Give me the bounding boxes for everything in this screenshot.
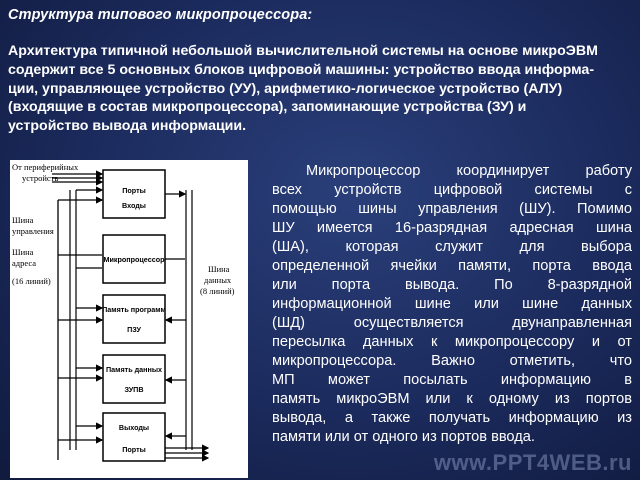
intro-text <box>8 42 632 136</box>
label-addr-3: (16 линий) <box>12 276 51 286</box>
block-cpu-label: Микропроцессор <box>103 255 165 264</box>
intro-line: Архитектура типичной небольшой вычислительной системы на основе микроЭВМ <box>8 43 598 59</box>
label-control-1: Шина <box>12 215 34 225</box>
block-ports-in-label-1: Порты <box>122 186 146 195</box>
block-ram-label-1: Память данных <box>106 365 162 374</box>
paragraph-line: ШУ имеется 16-разрядная адресная шина <box>272 220 632 236</box>
slide-title: Структура типового микропроцессора: <box>8 7 313 23</box>
block-ram-label-2: ЗУПВ <box>124 385 144 394</box>
block-ports-in-label-2: Входы <box>122 201 146 210</box>
label-addr-1: Шина <box>12 247 34 257</box>
paragraph-line: определенной ячейки памяти, порта ввода <box>272 258 632 274</box>
intro-line: ции, управляющее устройство (УУ), арифметико-логическое устройство (АЛУ) <box>8 80 563 97</box>
diagram-svg <box>10 160 248 478</box>
block-rom-label-2: ПЗУ <box>127 325 141 334</box>
paragraph-line: вывода, а также получать информацию из <box>272 410 632 426</box>
paragraph-line: (ШД) осуществляется двунаправленная <box>272 315 632 331</box>
intro-line: (входящие в состав микропроцессора), запоминающие устройства (ЗУ) и <box>8 99 527 116</box>
paragraph-line: память микроЭВМ или к одному из портов <box>272 391 632 407</box>
block-data-memory <box>103 355 165 403</box>
intro-line: устройство вывода информации. <box>8 118 247 135</box>
label-periph-1: От периферийных <box>12 162 79 172</box>
body-paragraph <box>272 162 632 447</box>
block-program-memory <box>103 295 165 343</box>
intro-line: содержит все 5 основных блоков цифровой машины: устройство ввода информа- <box>8 61 595 78</box>
microprocessor-structure-diagram <box>10 160 248 478</box>
block-rom-label-1: Память программ <box>102 305 166 314</box>
label-data-2: данных <box>204 275 232 285</box>
paragraph-line: помощью шины управления (ШУ). Помимо <box>272 201 632 217</box>
block-ports-out-label-2: Порты <box>122 445 146 454</box>
label-addr-2: адреса <box>12 258 36 268</box>
label-periph-2: устройств <box>22 173 59 183</box>
paragraph-line: пересылка данных к микропроцессору и от <box>272 334 632 350</box>
block-ports-out-label-1: Выходы <box>118 423 150 432</box>
paragraph-line: или порта вывода. По 8-разрядной <box>272 277 632 293</box>
paragraph-line: (ША), которая служит для выбора <box>272 239 632 255</box>
paragraph-line: Микропроцессор координирует работу <box>306 163 632 179</box>
watermark: www.PPT4WEB.ru <box>433 450 632 475</box>
label-data-3: (8 линий) <box>200 286 235 296</box>
label-data-1: Шина <box>208 264 230 274</box>
label-control-2: управления <box>12 226 54 236</box>
paragraph-line: информационной шине или шине данных <box>272 296 632 312</box>
paragraph-line: всех устройств цифровой системы с <box>272 182 632 198</box>
paragraph-line: МП может посылать информацию в <box>272 372 632 388</box>
paragraph-line: памяти или от одного из портов ввода. <box>272 429 535 445</box>
paragraph-line: микропроцессора. Важно отметить, что <box>272 353 632 369</box>
